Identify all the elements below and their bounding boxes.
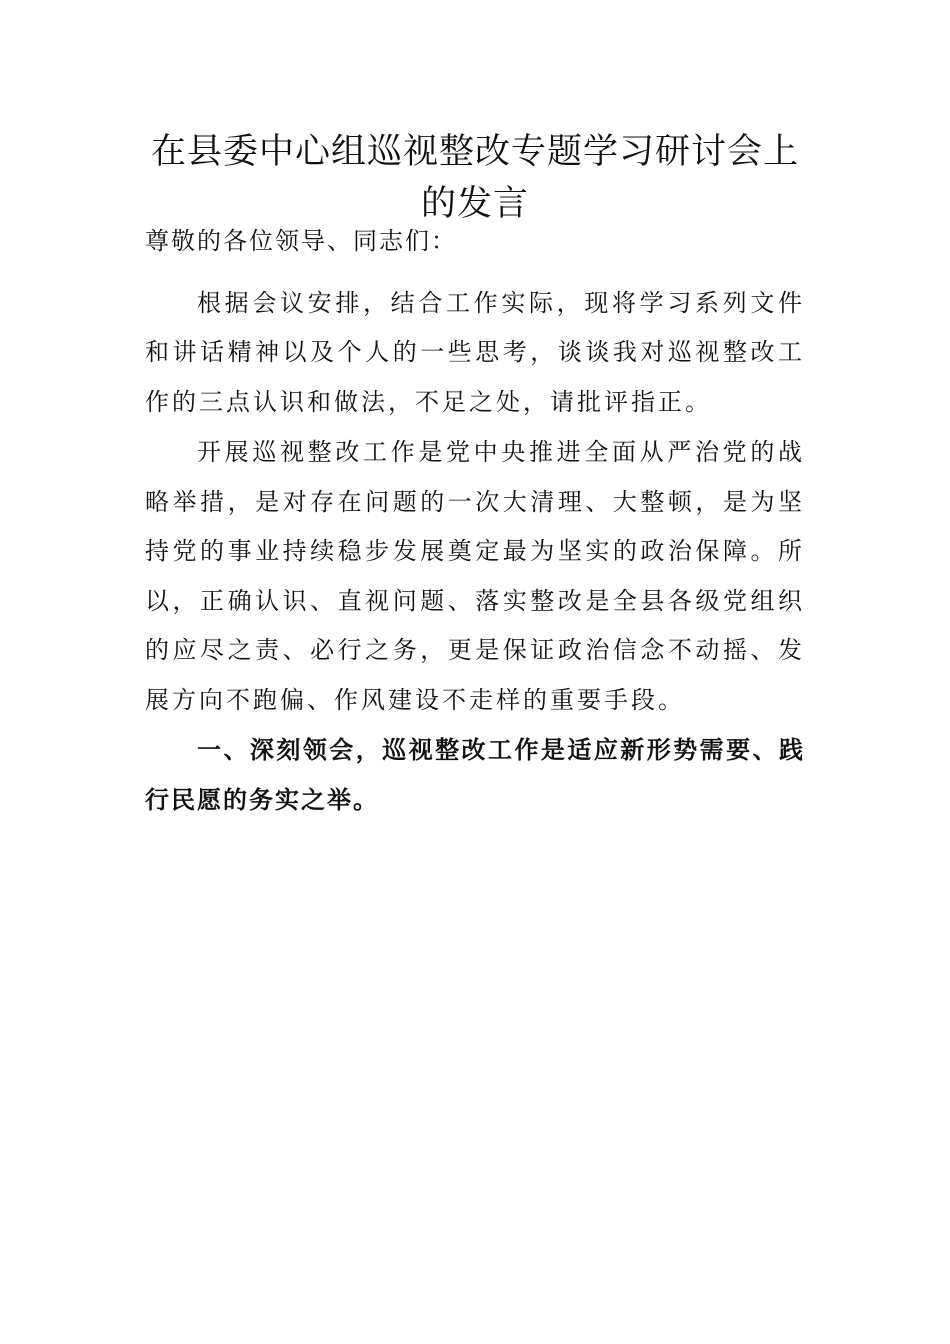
- section-heading-1: 一、深刻领会，巡视整改工作是适应新形势需要、践行民愿的务实之举。: [145, 736, 805, 814]
- paragraph-intro: 根据会议安排，结合工作实际，现将学习系列文件和讲话精神以及个人的一些思考，谈谈我对巡视整改工作的三点认识和做法，不足之处，请批评指正。: [145, 288, 805, 416]
- document-body: [145, 227, 805, 825]
- paragraph-background: 开展巡视整改工作是党中央推进全面从严治党的战略举措，是对存在问题的一次大清理、大整顿，是为坚持党的事业持续稳步发展奠定最为坚实的政治保障。所以，正确认识、直视问题、落实整改是全县各级党组织的应尽之责、必行之务，更是保证政治信念不动摇、发展方向不跑偏、作风建设不走样的重要手段。: [145, 438, 805, 714]
- document-title: 在县委中心组巡视整改专题学习研讨会上的发言: [150, 132, 799, 224]
- greeting-line: 尊敬的各位领导、同志们：: [145, 227, 457, 255]
